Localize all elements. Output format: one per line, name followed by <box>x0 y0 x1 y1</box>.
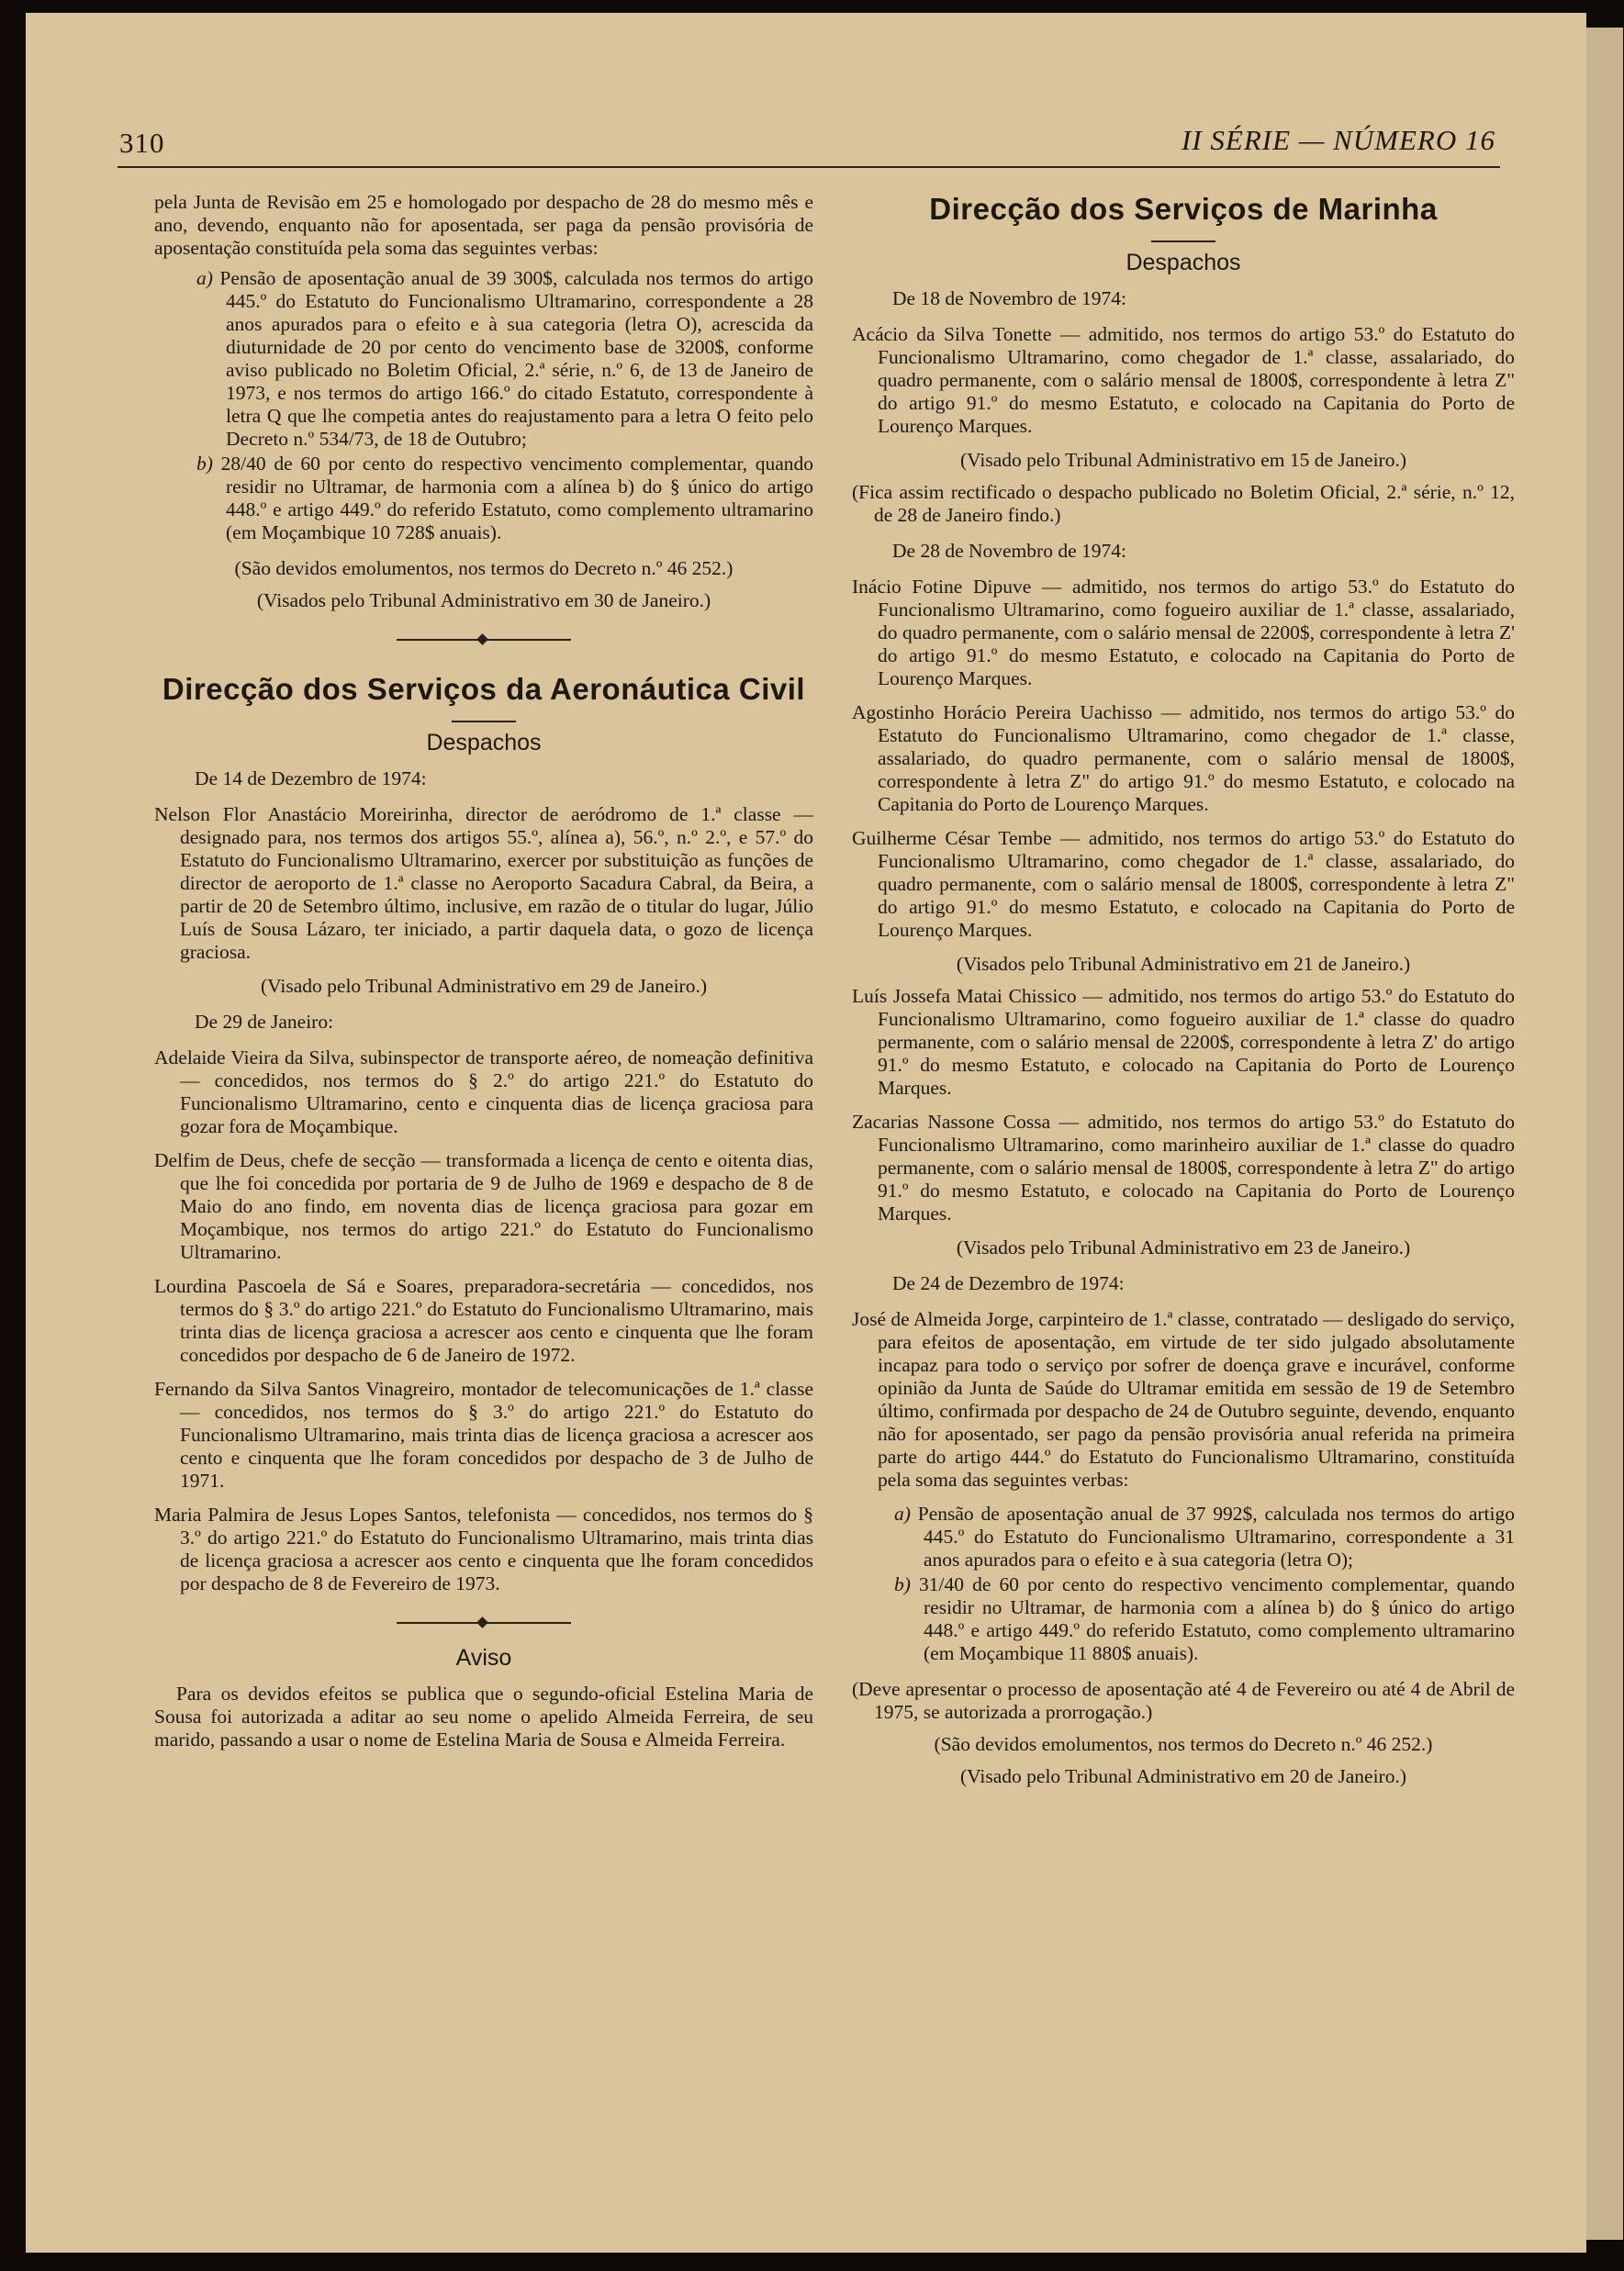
date-heading: De 24 de Dezembro de 1974: <box>892 1272 1125 1294</box>
list-item <box>196 453 813 544</box>
list-item <box>196 267 813 451</box>
notice-paragraph: Para os devidos efeitos se publica que o segundo-oficial Estelina Maria de Sousa foi autorizada a aditar ao seu nome o apelido Almeida Ferreira, de seu marido, passando a usar o nome de Estelina Maria de Sousa e Almeida Ferreira. <box>154 1683 813 1751</box>
despacho-entry: Delfim de Deus, chefe de secção — transformada a licença de cento e oitenta dias, que lhe foi concedida por portaria de 9 de Julho de 1969 e despacho de 8 de Maio do ano findo, em noventa dias de licença graciosa para gozar em Moçambique, nos termos do artigo 221.º do Estatuto do Funcionalismo Ultramarino. <box>154 1149 813 1263</box>
visa-note: (Visados pelo Tribunal Administrativo em 23 de Janeiro.) <box>956 1236 1411 1259</box>
left-column <box>154 191 813 1759</box>
series-number: II SÉRIE — NÚMERO 16 <box>1182 124 1495 156</box>
title-rule <box>452 721 516 722</box>
list-item <box>894 1503 1515 1572</box>
subtitle-despachos: Despachos <box>426 730 542 755</box>
item-text: Pensão de aposentação anual de 39 300$, calculada nos termos do artigo 445.º do Estatuto do Funcionalismo Ultramarino, correspondente a 28 anos apurados para o efeito e à sua categoria (letra O), acrescida da diuturnidade de 20 por cento do vencimento base de 3200$, conforme aviso publicado no Boletim Oficial, 2.ª série, n.º 6, de 13 de Janeiro de 1973, e nos termos do artigo 166.º do citado Estatuto, correspondente à letra Q que lhe competia antes do reajustamento para a letra O feito pelo Decreto n.º 534/73, de 18 de Outubro; <box>219 267 813 450</box>
despacho-entry: Nelson Flor Anastácio Moreirinha, director de aeródromo de 1.ª classe — designado para, nos termos dos artigos 55.º, alínea a), 56.º, n.º 2.º, e 57.º do Estatuto do Funcionalismo Ultramarino, exercer por substituição as funções de director de aeroporto de 1.ª classe no Aeroporto Sacadura Cabral, da Beira, a partir de 20 de Setembro último, inclusive, em razão de o titular do lugar, Júlio Luís de Sousa Lázaro, ter iniciado, a partir daquela data, o gozo de licença graciosa. <box>154 803 813 963</box>
visa-note: (Visados pelo Tribunal Administrativo em 21 de Janeiro.) <box>956 953 1411 975</box>
item-label: a) <box>196 267 213 289</box>
section-title-marinha: Direcção dos Serviços de Marinha <box>929 192 1438 226</box>
despacho-entry: José de Almeida Jorge, carpinteiro de 1.ª classe, contratado — desligado do serviço, para efeitos de aposentação, em virtude de ter sido julgado absolutamente incapaz para todo o serviço por sofrer de doença grave e incurável, conforme opinião da Junta de Saúde do Ultramar emitida em sessão de 19 de Setembro último, confirmada por despacho de 24 de Outubro seguinte, devendo, enquanto não for aposentado, ser pago da pensão provisória anual referida na primeira parte do artigo 444.º do Estatuto do Funcionalismo Ultramarino, constituída pela soma das seguintes verbas: <box>852 1308 1515 1491</box>
emoluments-note: (São devidos emolumentos, nos termos do Decreto n.º 46 252.) <box>934 1733 1433 1755</box>
title-rule <box>1151 241 1215 242</box>
date-heading: De 28 de Novembro de 1974: <box>892 540 1126 562</box>
despacho-entry: Acácio da Silva Tonette — admitido, nos termos do artigo 53.º do Estatuto do Funcionalismo Ultramarino, como chegador de 1.ª classe, assalariado, do quadro permanente, com o salário mensal de 1800$, correspondente à letra Z" do artigo 91.º do mesmo Estatuto, e colocado na Capitania do Porto de Lourenço Marques. <box>852 323 1515 437</box>
section-title-aeronautica: Direcção dos Serviços da Aeronáutica Civil <box>162 672 806 706</box>
despacho-entry: Fernando da Silva Santos Vinagreiro, montador de telecomunicações de 1.ª classe — concedidos, nos termos do § 3.º do artigo 221.º do Estatuto do Funcionalismo Ultramarino, mais trinta dias de licença graciosa a acrescer aos cento e cinquenta que lhe foram concedidos por despacho de 3 de Julho de 1971. <box>154 1378 813 1492</box>
rectification-note: (Fica assim rectificado o despacho publicado no Boletim Oficial, 2.ª série, n.º 12, de 28 de Janeiro findo.) <box>852 481 1515 526</box>
item-label: b) <box>894 1573 911 1595</box>
right-column <box>852 191 1515 1797</box>
visa-note: (Visados pelo Tribunal Administrativo em 30 de Janeiro.) <box>256 589 711 611</box>
notice-title: Aviso <box>455 1645 512 1671</box>
deadline-note: (Deve apresentar o processo de aposentação até 4 de Fevereiro ou até 4 de Abril de 1975, se autorizada a prorrogação.) <box>852 1678 1515 1723</box>
despacho-entry: Lourdina Pascoela de Sá e Soares, preparadora-secretária — concedidos, nos termos do § 3.º do artigo 221.º do Estatuto do Funcionalismo Ultramarino, mais trinta dias de licença graciosa a acrescer aos cento e cinquenta que lhe foram concedidos por despacho de 6 de Janeiro de 1972. <box>154 1275 813 1366</box>
item-label: a) <box>894 1503 911 1525</box>
item-text: 28/40 de 60 por cento do respectivo vencimento complementar, quando residir no Ultramar, de harmonia com a alínea b) do § único do artigo 448.º e artigo 449.º do referido Estatuto, como complemento ultramarino (em Moçambique 10 728$ anuais). <box>220 453 813 543</box>
despacho-entry: Agostinho Horácio Pereira Uachisso — admitido, nos termos do artigo 53.º do Estatuto do Funcionalismo Ultramarino, como chegador de 1.ª classe, assalariado, do quadro permanente, com o salário mensal de 1800$, correspondente à letra Z" do artigo 91.º do mesmo Estatuto, e colocado na Capitania do Porto de Lourenço Marques. <box>852 701 1515 815</box>
despacho-entry: Luís Jossefa Matai Chissico — admitido, nos termos do artigo 53.º do Estatuto do Funcionalismo Ultramarino, como fogueiro auxiliar de 1.ª classe do quadro permanente, com o salário mensal de 2200$, correspondente à letra Z' do artigo 91.º do mesmo Estatuto, e colocado na Capitania do Porto de Lourenço Marques. <box>852 985 1515 1099</box>
subtitle-despachos: Despachos <box>1126 250 1241 275</box>
date-heading: De 14 de Dezembro de 1974: <box>195 767 427 789</box>
intro-paragraph: pela Junta de Revisão em 25 e homologado por despacho de 28 do mesmo mês e ano, devendo, enquanto não for aposentada, ser paga da pensão provisória de aposentação constituída pela soma das seguintes verbas: <box>154 191 813 259</box>
item-label: b) <box>196 453 213 475</box>
header-rule <box>118 166 1500 168</box>
emoluments-note: (São devidos emolumentos, nos termos do Decreto n.º 46 252.) <box>234 557 734 579</box>
page-number: 310 <box>119 127 165 159</box>
item-text: 31/40 de 60 por cento do respectivo vencimento complementar, quando residir no Ultramar, de harmonia com a alínea b) do § único do artigo 448.º e artigo 449.º do referido Estatuto, como complemento ultramarino (em Moçambique 11 880$ anuais). <box>919 1573 1516 1664</box>
despacho-entry: Maria Palmira de Jesus Lopes Santos, telefonista — concedidos, nos termos do § 3.º do artigo 221.º do Estatuto do Funcionalismo Ultramarino, mais trinta dias de licença graciosa a acrescer aos cento e cinquenta que lhe foram concedidos por despacho de 8 de Fevereiro de 1973. <box>154 1504 813 1594</box>
despacho-entry: Adelaide Vieira da Silva, subinspector de transporte aéreo, de nomeação definitiva — concedidos, nos termos do § 2.º do artigo 221.º do Estatuto do Funcionalismo Ultramarino, cento e cinquenta dias de licença graciosa para gozar fora de Moçambique. <box>154 1046 813 1137</box>
section-divider <box>397 1616 571 1630</box>
despacho-entry: Inácio Fotine Dipuve — admitido, nos termos do artigo 53.º do Estatuto do Funcionalismo Ultramarino, como fogueiro auxiliar de 1.ª classe, assalariado, do quadro permanente, com o salário mensal de 2200$, correspondente à letra Z' do artigo 91.º do mesmo Estatuto, e colocado na Capitania do Porto de Lourenço Marques. <box>852 576 1515 689</box>
visa-note: (Visado pelo Tribunal Administrativo em 20 de Janeiro.) <box>960 1765 1406 1787</box>
section-divider <box>397 632 571 647</box>
visa-note: (Visado pelo Tribunal Administrativo em 15 de Janeiro.) <box>960 449 1406 471</box>
date-heading: De 18 de Novembro de 1974: <box>892 287 1126 309</box>
list-item <box>894 1573 1515 1665</box>
next-page-edge <box>1586 28 1623 2240</box>
item-text: Pensão de aposentação anual de 37 992$, calculada nos termos do artigo 445.º do Estatuto do Funcionalismo Ultramarino, correspondente a 31 anos apurados para o efeito e à sua categoria (letra O); <box>917 1503 1515 1571</box>
despacho-entry: Guilherme César Tembe — admitido, nos termos do artigo 53.º do Estatuto do Funcionalismo Ultramarino, como chegador de 1.ª classe, assalariado, do quadro permanente, com o salário mensal de 1800$, correspondente à letra Z" do artigo 91.º do mesmo Estatuto, e colocado na Capitania do Porto de Lourenço Marques. <box>852 827 1515 941</box>
visa-note: (Visado pelo Tribunal Administrativo em 29 de Janeiro.) <box>261 975 707 997</box>
date-heading: De 29 de Janeiro: <box>195 1011 334 1033</box>
despacho-entry: Zacarias Nassone Cossa — admitido, nos termos do artigo 53.º do Estatuto do Funcionalismo Ultramarino, como marinheiro auxiliar de 1.ª classe do quadro permanente, com o salário mensal de 1800$, correspondente à letra Z" do artigo 91.º do mesmo Estatuto, e colocado na Capitania do Porto de Lourenço Marques. <box>852 1111 1515 1225</box>
